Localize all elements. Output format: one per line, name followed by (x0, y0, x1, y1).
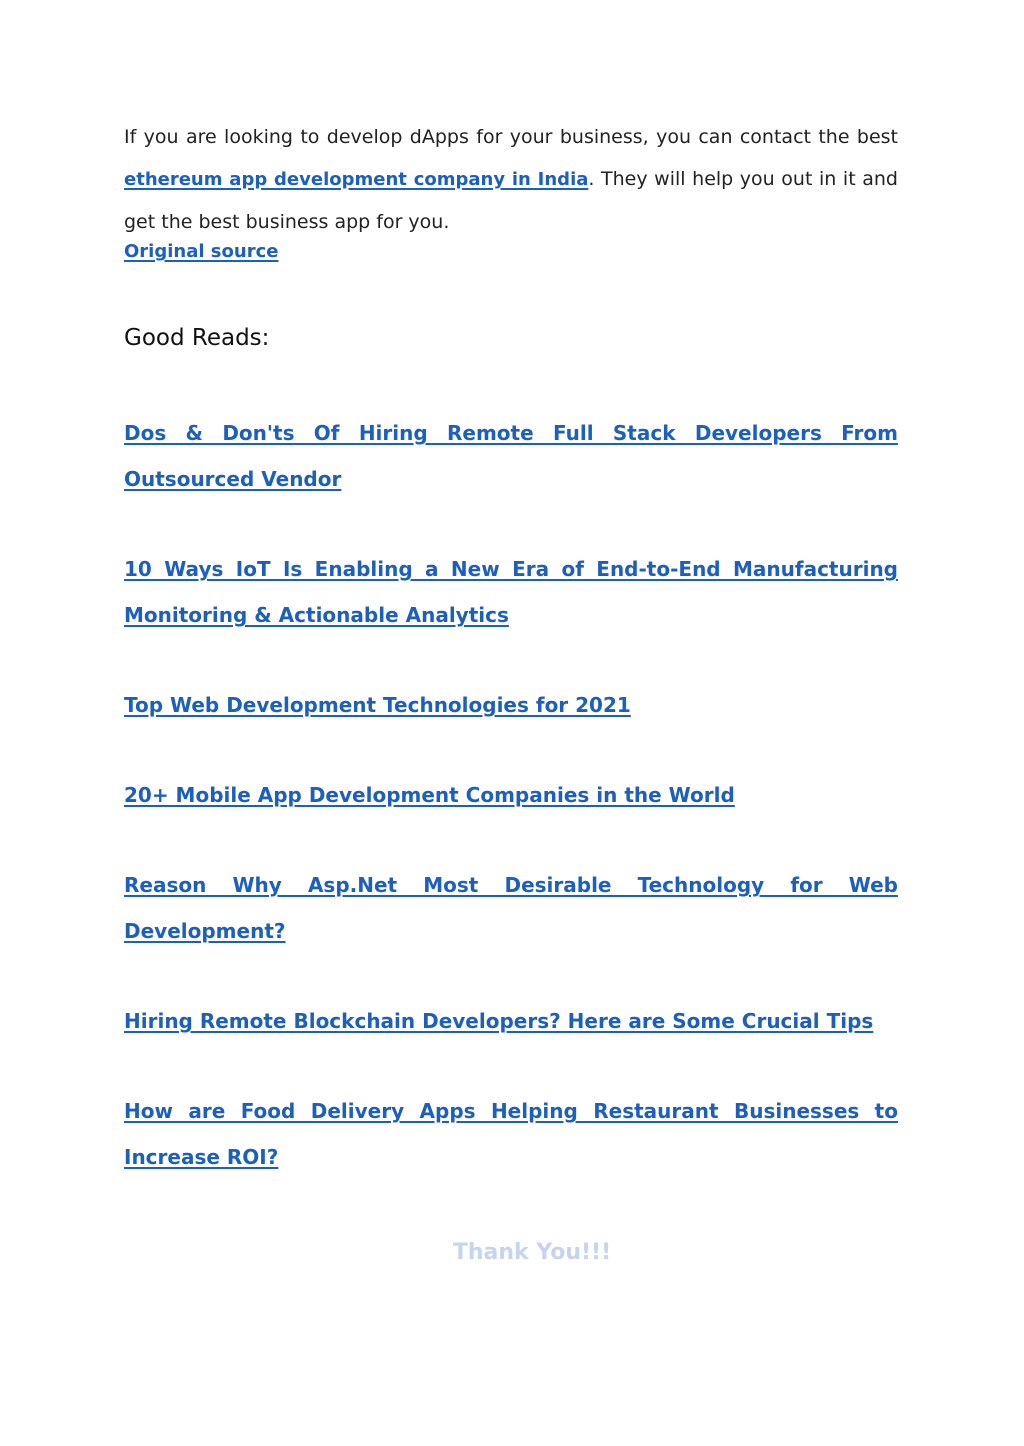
good-reads-list (124, 410, 898, 1180)
read-link-web-dev-technologies[interactable]: Top Web Development Technologies for 2021 (124, 693, 631, 717)
good-reads-heading: Good Reads: (124, 325, 270, 351)
list-item (124, 998, 898, 1044)
thank-you-text: Thank You!!! (452, 1240, 612, 1265)
read-link-iot-manufacturing[interactable]: 10 Ways IoT Is Enabling a New Era of End-to-End Manufacturing Monitoring & Actionable Analytics (124, 557, 898, 627)
list-item (124, 682, 898, 728)
read-link-mobile-app-companies[interactable]: 20+ Mobile App Development Companies in the World (124, 783, 735, 807)
ethereum-company-link[interactable]: ethereum app development company in India (124, 169, 589, 190)
intro-paragraph (124, 116, 898, 243)
list-item (124, 1088, 898, 1180)
read-link-blockchain-developers[interactable]: Hiring Remote Blockchain Developers? Here are Some Crucial Tips (124, 1009, 874, 1033)
list-item (124, 410, 898, 502)
list-item (124, 772, 898, 818)
list-item (124, 546, 898, 638)
original-source-link[interactable]: Original source (124, 241, 279, 262)
read-link-aspnet[interactable]: Reason Why Asp.Net Most Desirable Technology for Web Development? (124, 873, 898, 943)
intro-text-before: If you are looking to develop dApps for your business, you can contact the best (124, 126, 898, 148)
read-link-food-delivery-apps[interactable]: How are Food Delivery Apps Helping Restaurant Businesses to Increase ROI? (124, 1099, 898, 1169)
list-item (124, 862, 898, 954)
read-link-remote-full-stack[interactable]: Dos & Don'ts Of Hiring Remote Full Stack Developers From Outsourced Vendor (124, 421, 898, 491)
document-content (124, 116, 898, 1224)
intro-text-after: . They will help you out in it and get the best business app for you. (124, 168, 898, 233)
